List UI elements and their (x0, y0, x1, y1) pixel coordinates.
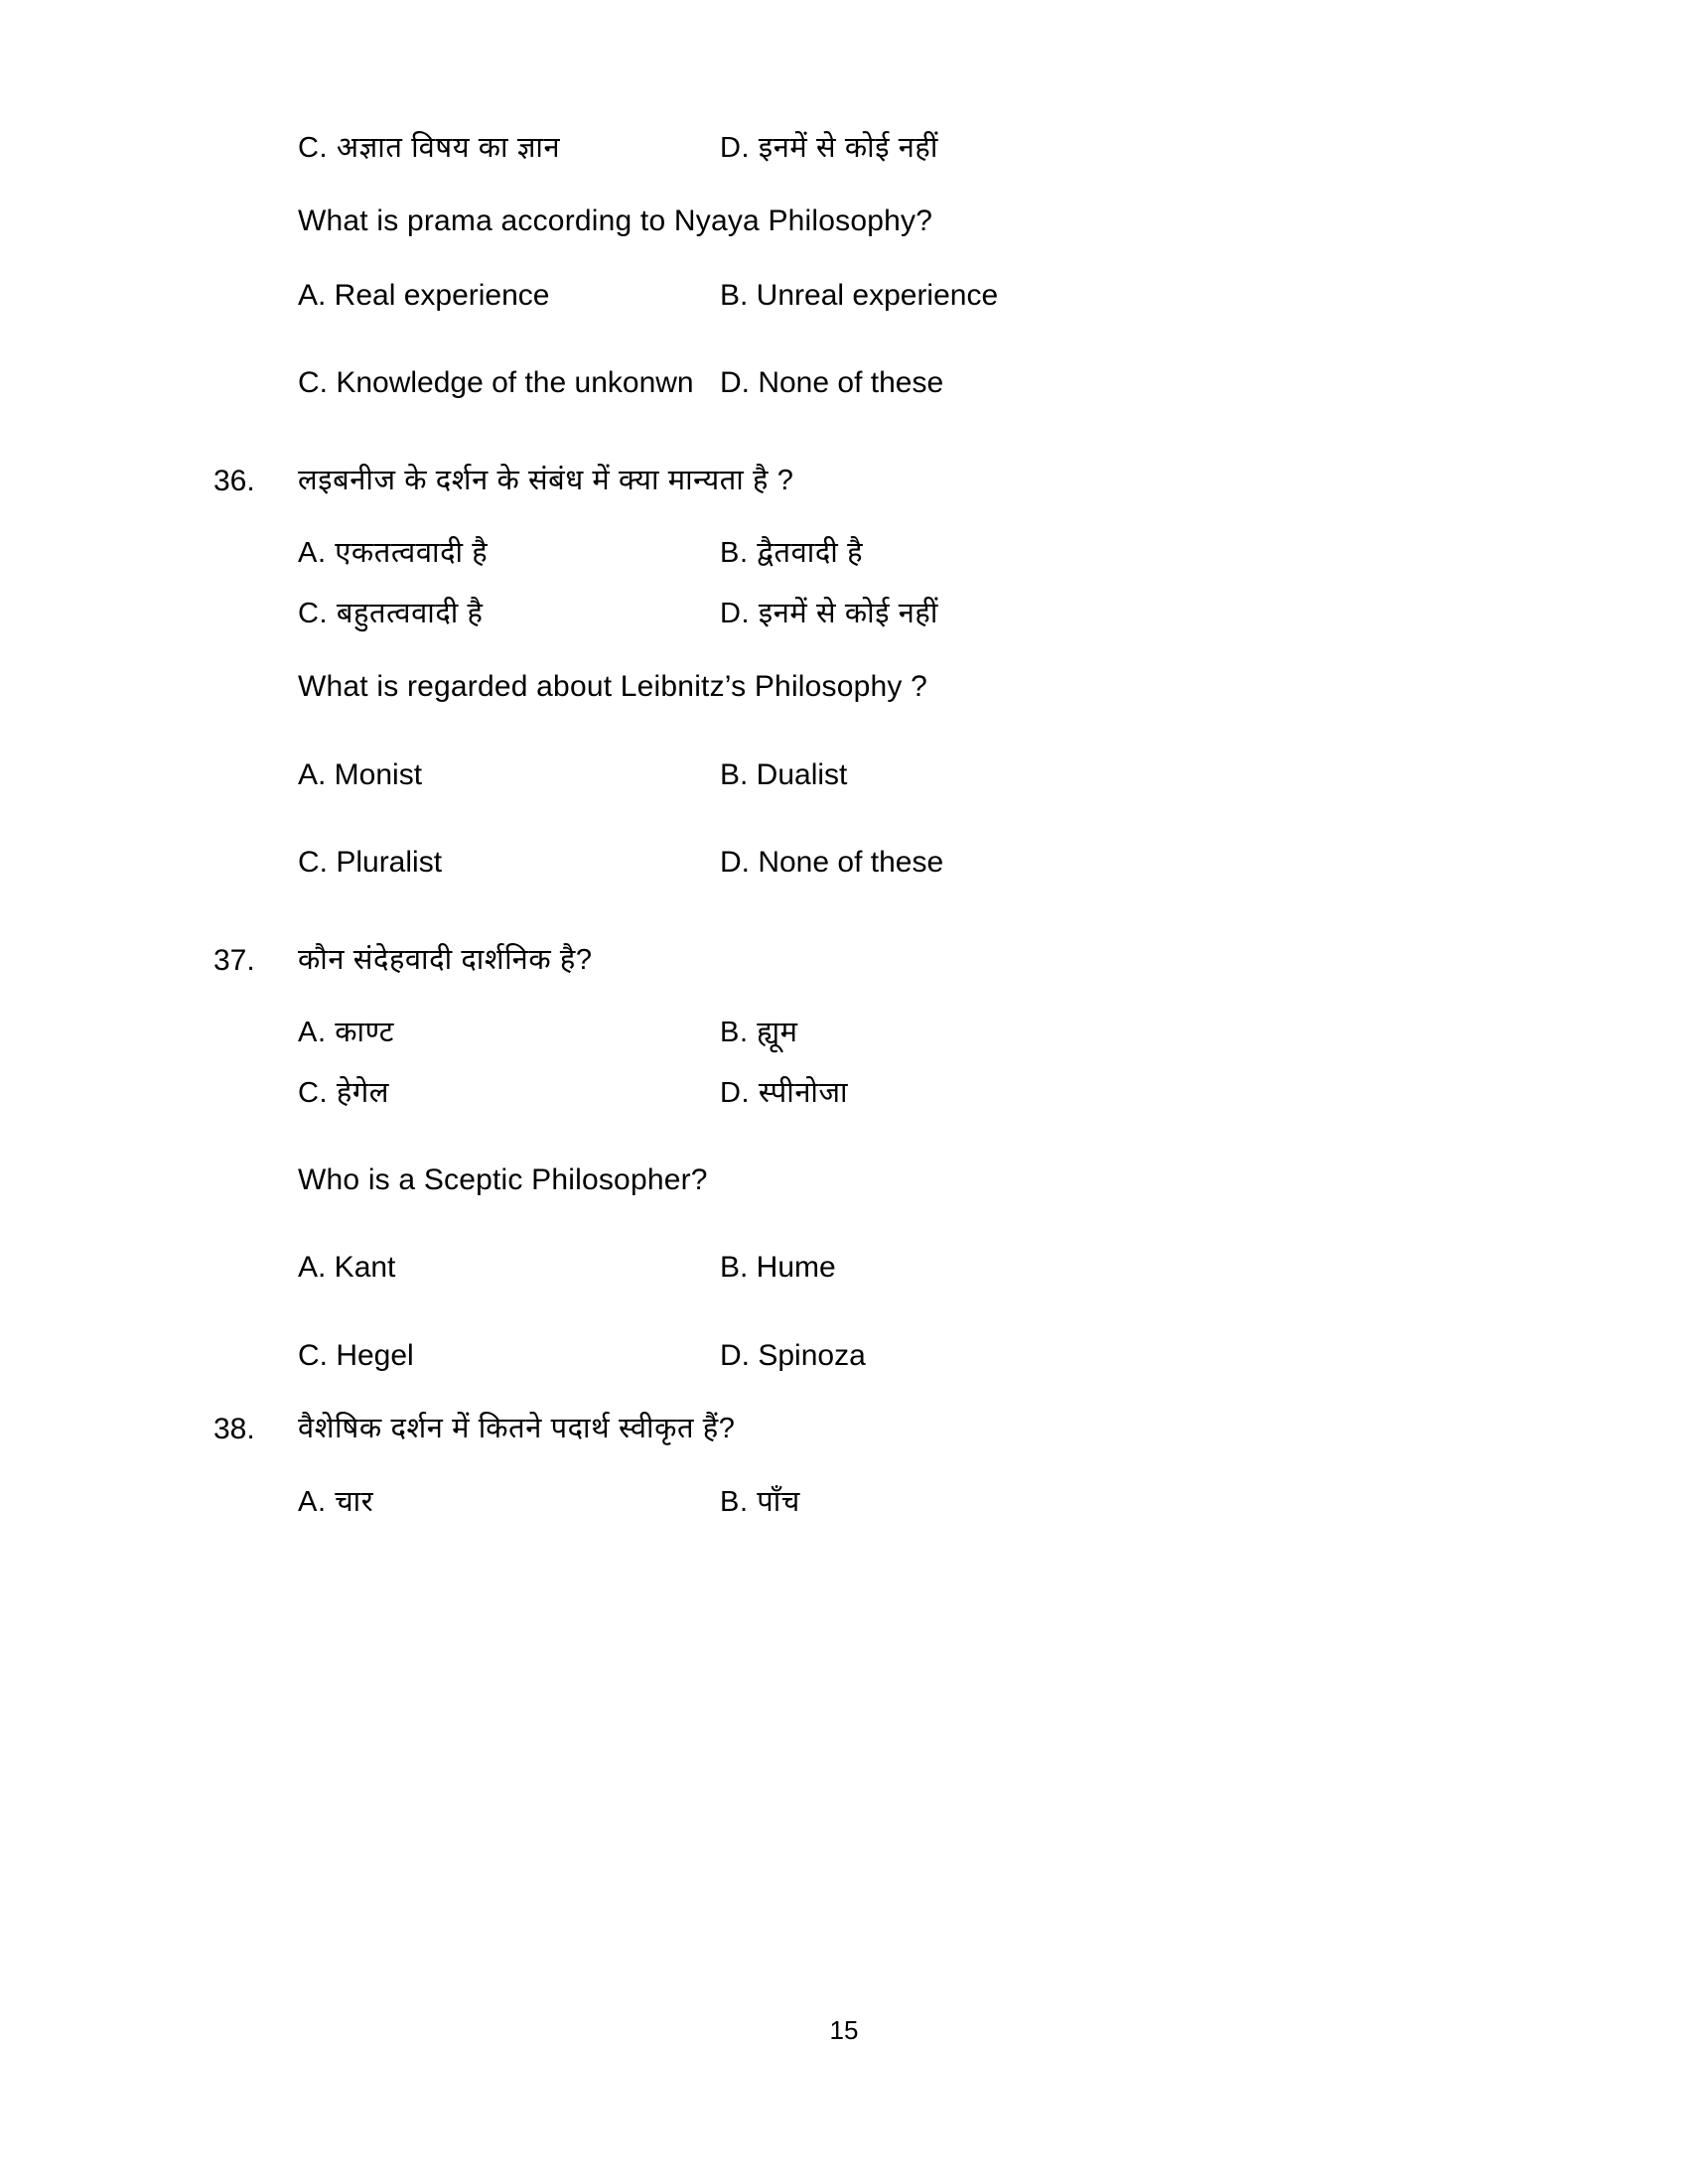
option-d: D. इनमें से कोई नहीं (720, 597, 938, 629)
option-row (298, 363, 1400, 404)
option-c: C. Pluralist (298, 846, 443, 880)
question-text-row (298, 667, 1400, 708)
option-row (298, 843, 1400, 884)
spacer (298, 168, 1400, 202)
option-a: A. Monist (298, 757, 423, 791)
question-number: 36. (213, 464, 255, 497)
option-row (298, 1483, 1400, 1522)
question-36 (213, 462, 1400, 500)
spacer (298, 1449, 1400, 1483)
question-text-row (298, 202, 1400, 242)
option-a: A. एकतत्ववादी है (298, 536, 489, 569)
spacer (298, 1052, 1400, 1074)
question-english-text: What is regarded about Leibnitz’s Philosophy ? (298, 670, 928, 704)
option-a: A. Real experience (298, 278, 550, 312)
spacer (298, 242, 1400, 276)
option-row (298, 276, 1400, 317)
option-d: D. स्पीनोजा (720, 1076, 849, 1109)
spacer (298, 500, 1400, 534)
option-d: D. None of these (720, 366, 944, 400)
option-b: B. ह्यूम (720, 1016, 798, 1048)
page-number: 15 (829, 2015, 859, 2045)
option-row (298, 1074, 1400, 1113)
question-number: 38. (213, 1413, 255, 1446)
spacer (298, 980, 1400, 1014)
option-a: A. Kant (298, 1251, 396, 1285)
option-d: D. Spinoza (720, 1338, 866, 1372)
option-row (298, 1014, 1400, 1052)
spacer (298, 1376, 1400, 1410)
spacer (298, 573, 1400, 595)
question-hindi-text: वैशेषिक दर्शन में कितने पदार्थ स्वीकृत हैं? (298, 1413, 736, 1445)
spacer (298, 1113, 1400, 1160)
option-row (298, 129, 1400, 168)
option-c: C. बहुतत्ववादी है (298, 597, 484, 629)
question-hindi-text: लइबनीज के दर्शन के संबंध में क्या मान्यता है ? (298, 464, 794, 496)
spacer (298, 404, 1400, 462)
question-37 (213, 941, 1400, 980)
spacer (298, 633, 1400, 667)
option-b: B. Unreal experience (720, 278, 999, 312)
question-text-row (298, 1160, 1400, 1201)
option-b: B. द्वैतवादी है (720, 536, 864, 569)
option-c: C. Knowledge of the unkonwn (298, 366, 694, 400)
option-row (298, 1248, 1400, 1289)
spacer (298, 884, 1400, 941)
option-d: D. None of these (720, 846, 944, 880)
question-hindi-text: कौन संदेहवादी दार्शनिक है? (298, 943, 593, 976)
question-english-text: What is prama according to Nyaya Philosophy? (298, 205, 933, 238)
page-content (213, 129, 1400, 1522)
option-c: C. हेगेल (298, 1076, 390, 1109)
option-row (298, 755, 1400, 796)
option-row (298, 1336, 1400, 1377)
option-b: B. Hume (720, 1251, 836, 1285)
option-c: C. अज्ञात विषय का ज्ञान (298, 132, 561, 164)
option-row (298, 534, 1400, 573)
question-number: 37. (213, 943, 255, 977)
spacer (298, 1289, 1400, 1336)
option-a: A. चार (298, 1485, 374, 1518)
option-d: D. इनमें से कोई नहीं (720, 132, 938, 164)
option-a: A. काण्ट (298, 1016, 394, 1048)
spacer (298, 316, 1400, 363)
question-38 (213, 1410, 1400, 1448)
question-english-text: Who is a Sceptic Philosopher? (298, 1162, 708, 1196)
spacer (298, 1200, 1400, 1248)
spacer (298, 708, 1400, 755)
option-row (298, 595, 1400, 633)
option-b: B. पाँच (720, 1485, 800, 1518)
option-c: C. Hegel (298, 1338, 414, 1372)
spacer (298, 795, 1400, 843)
option-b: B. Dualist (720, 757, 848, 791)
